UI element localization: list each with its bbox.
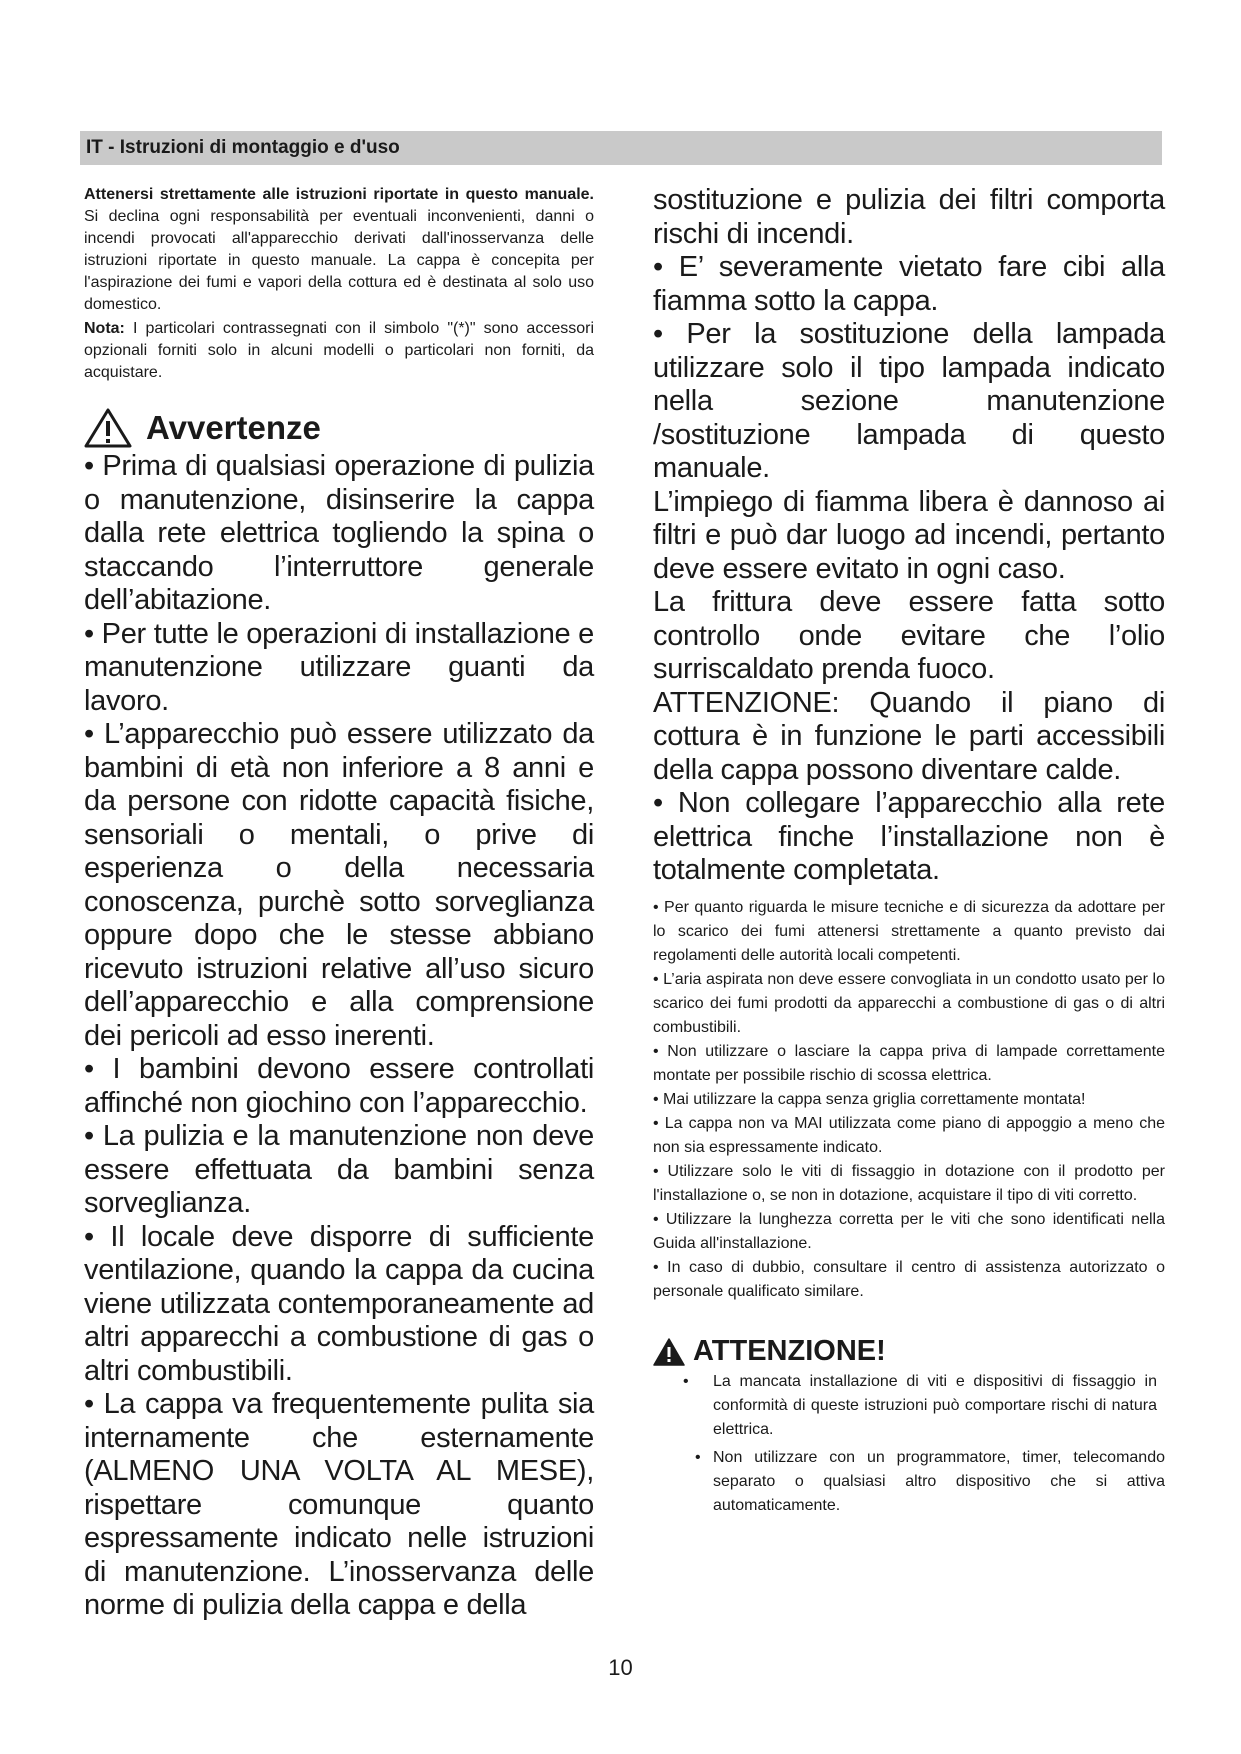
right-column bbox=[653, 184, 1165, 1518]
attenzione-item bbox=[653, 1370, 1165, 1442]
attenzione-list bbox=[653, 1370, 1165, 1518]
right-item: ATTENZIONE: Quando il piano di cottura è in funzione le parti accessibili della cappa possono diventare calde. bbox=[653, 686, 1165, 786]
intro-bold: Attenersi strettamente alle istruzioni riportate in questo manuale. bbox=[84, 186, 594, 203]
safety-note: • In caso di dubbio, consultare il centro di assistenza autorizzato o personale qualificato similare. bbox=[653, 1258, 1165, 1300]
safety-note: • Utilizzare la lunghezza corretta per le viti che sono identificati nella Guida all'installazione. bbox=[653, 1210, 1165, 1252]
attenzione-heading bbox=[653, 1334, 1165, 1370]
nota-paragraph bbox=[84, 318, 594, 384]
right-item: sostituzione e pulizia dei filtri comporta rischi di incendi. bbox=[653, 184, 1165, 250]
right-item: La frittura deve essere fatta sotto controllo onde evitare che l’olio surriscaldato prenda fuoco. bbox=[653, 586, 1165, 685]
warning-filled-icon bbox=[653, 1338, 685, 1366]
avvertenze-item: • I bambini devono essere controllati affinché non giochino con l’apparecchio. bbox=[84, 1053, 594, 1119]
safety-note: • Utilizzare solo le viti di fissaggio in dotazione con il prodotto per l'installazione o, se non in dotazione, acquistare il tipo di viti corretto. bbox=[653, 1162, 1165, 1204]
right-item: • Per la sostituzione della lampada utilizzare solo il tipo lampada indicato nella sezione manutenzione /sostituzione lampada di questo manuale. bbox=[653, 318, 1165, 484]
safety-note: • La cappa non va MAI utilizzata come piano di appoggio a meno che non sia espressamente indicato. bbox=[653, 1114, 1165, 1156]
header-title: IT - Istruzioni di montaggio e d'uso bbox=[86, 137, 400, 158]
safety-note: • Mai utilizzare la cappa senza griglia correttamente montata! bbox=[653, 1090, 1086, 1108]
intro-text: Si declina ogni responsabilità per eventuali inconvenienti, danni o incendi provocati all'apparecchio derivati dall'inosservanza delle istruzioni riportate in questo manuale. La cappa è concepita per l'aspirazione dei fumi e vapori della cottura ed è destinata al solo uso domestico. bbox=[84, 208, 594, 313]
avvertenze-item: • Prima di qualsiasi operazione di pulizia o manutenzione, disinserire la cappa dalla rete elettrica togliendo la spina o staccando l’interruttore generale dell’abitazione. bbox=[84, 450, 594, 616]
nota-text: I particolari contrassegnati con il simbolo "(*)" sono accessori opzionali forniti solo in alcuni modelli o particolari non forniti, da acquistare. bbox=[84, 320, 594, 381]
attenzione-item-text: La mancata installazione di viti e dispositivi di fissaggio in conformità di queste istruzioni può comportare rischi di natura elettrica. bbox=[713, 1372, 1157, 1438]
right-item: • E’ severamente vietato fare cibi alla fiamma sotto la cappa. bbox=[653, 251, 1165, 317]
safety-note: • L’aria aspirata non deve essere convogliata in un condotto usato per lo scarico dei fumi prodotti da apparecchi a combustione di gas o di altri combustibili. bbox=[653, 970, 1165, 1036]
avvertenze-heading bbox=[84, 406, 594, 450]
avvertenze-item: • La cappa va frequentemente pulita sia internamente che esternamente (ALMENO UNA VOLTA AL MESE), rispettare comunque quanto espressamente indicato nelle istruzioni di manutenzione. L’inosservanza delle norme di pulizia della cappa e della bbox=[84, 1388, 594, 1621]
avvertenze-item: • Il locale deve disporre di sufficiente ventilazione, quando la cappa da cucina viene utilizzata contemporaneamente ad altri apparecchi a combustione di gas o altri combustibili. bbox=[84, 1220, 594, 1387]
bullet: • bbox=[683, 1372, 689, 1390]
intro-paragraph bbox=[84, 184, 594, 316]
attenzione-item bbox=[653, 1446, 1165, 1518]
warning-triangle-icon bbox=[84, 408, 132, 448]
safety-note: • Per quanto riguarda le misure tecniche e di sicurezza da adottare per lo scarico dei fumi attenersi strettamente a quanto previsto dai regolamenti delle autorità locali competenti. bbox=[653, 898, 1165, 964]
avvertenze-title: Avvertenze bbox=[146, 409, 321, 446]
left-column bbox=[84, 184, 594, 1623]
section-header bbox=[80, 131, 1162, 165]
safety-notes bbox=[653, 896, 1165, 1304]
avvertenze-item: • Per tutte le operazioni di installazione e manutenzione utilizzare guanti da lavoro. bbox=[84, 617, 594, 717]
bullet: • bbox=[695, 1448, 701, 1466]
avvertenze-item: • La pulizia e la manutenzione non deve essere effettuata da bambini senza sorveglianza. bbox=[84, 1120, 594, 1219]
right-item: • Non collegare l’apparecchio alla rete elettrica finche l’installazione non è totalmente completata. bbox=[653, 787, 1165, 886]
safety-note: • Non utilizzare o lasciare la cappa priva di lampade correttamente montate per possibile rischio di scossa elettrica. bbox=[653, 1042, 1165, 1084]
avvertenze-item: • L’apparecchio può essere utilizzato da bambini di età non inferiore a 8 anni e da persone con ridotte capacità fisiche, sensoriali o mentali, o prive di esperienza o della necessaria conoscenza, purchè sotto sorveglianza oppure dopo che le stesse abbiano ricevuto istruzioni relative all’uso sicuro dell’apparecchio e alla comprensione dei pericoli ad esso inerenti. bbox=[84, 718, 594, 1052]
nota-label: Nota: bbox=[84, 320, 125, 337]
page-number: 10 bbox=[608, 1655, 633, 1680]
right-item: L’impiego di fiamma libera è dannoso ai filtri e può dar luogo ad incendi, pertanto deve essere evitato in ogni caso. bbox=[653, 485, 1165, 585]
attenzione-item-text: Non utilizzare con un programmatore, timer, telecomando separato o qualsiasi altro dispositivo che si attiva automaticamente. bbox=[713, 1448, 1165, 1514]
attenzione-title: ATTENZIONE! bbox=[693, 1335, 886, 1367]
